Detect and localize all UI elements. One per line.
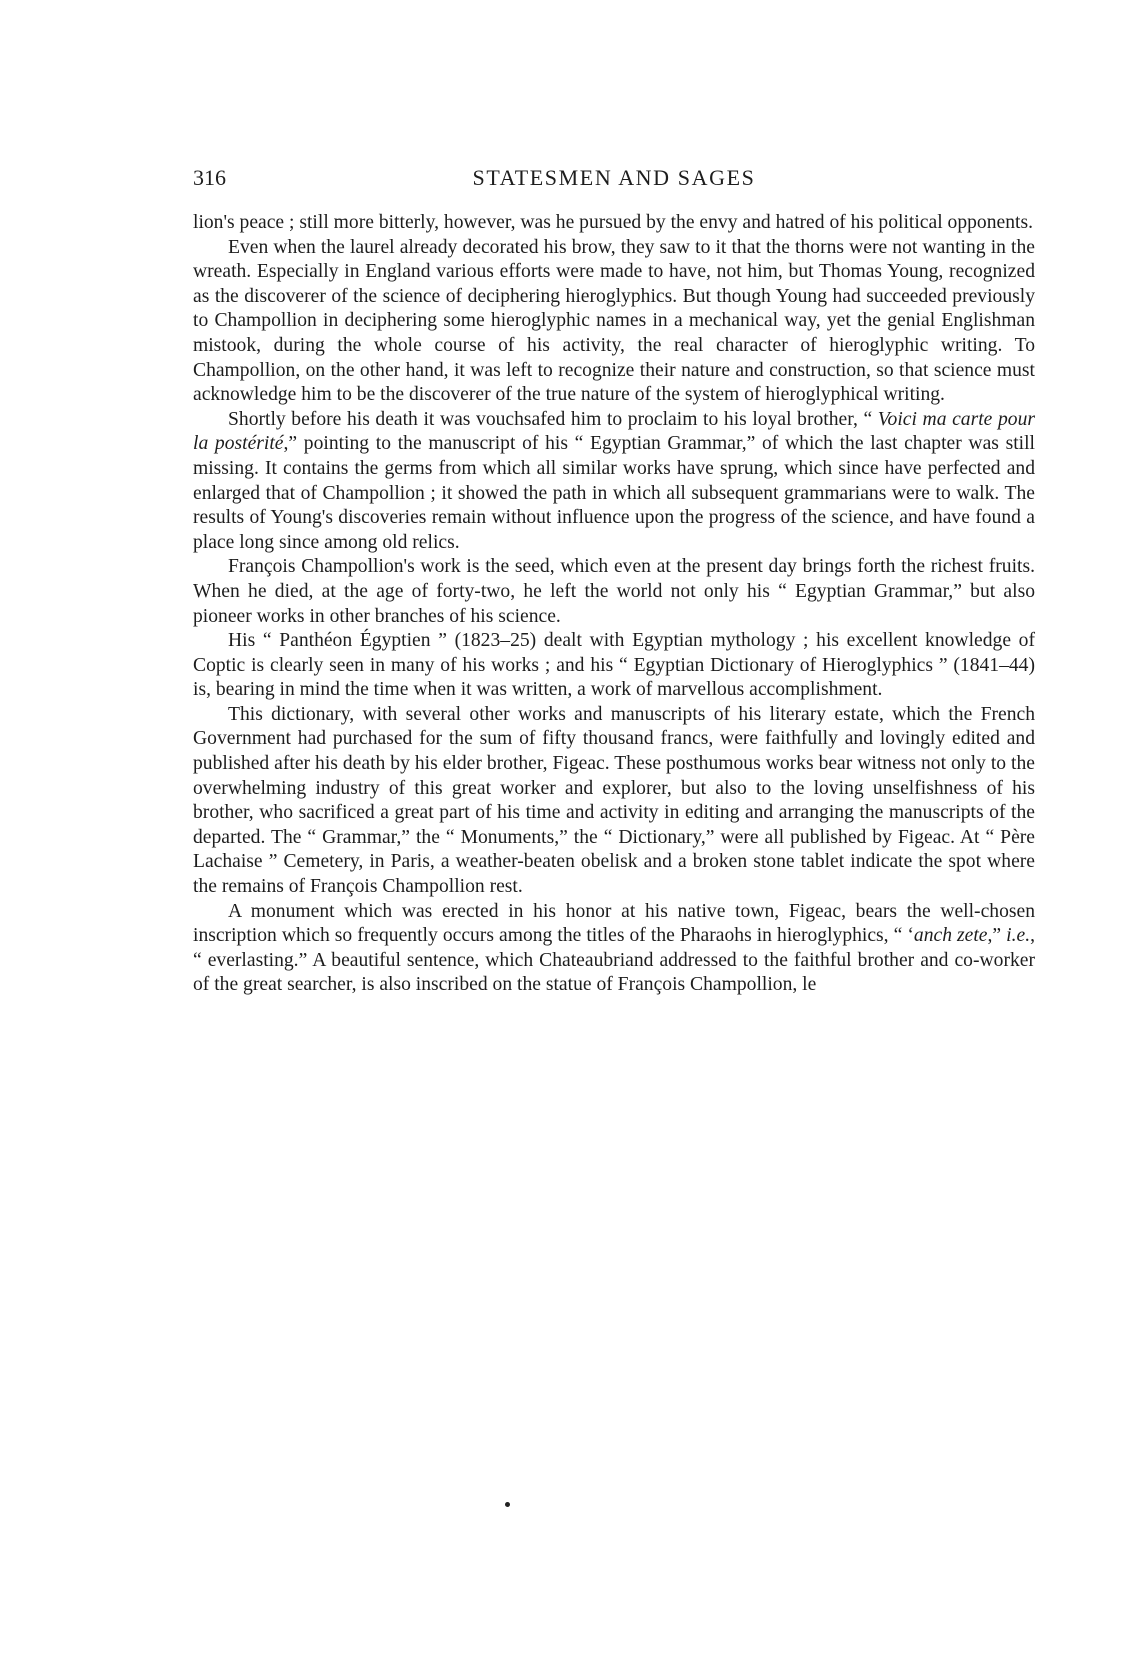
- paragraph: [193, 236, 1035, 408]
- page-number: 316: [193, 165, 226, 190]
- text-run: , “ everlasting.” A beautiful sentence, which Chateaubriand addressed to the faithful brother and co-worker of the great searcher, is also inscribed on the statue of François Champollion, le: [193, 925, 1036, 996]
- running-head: STATESMEN AND SAGES: [472, 165, 756, 190]
- paragraph: [193, 629, 1035, 703]
- italic-text: Voici ma carte pour la postérité: [193, 408, 1035, 455]
- text-run: ,” pointing to the manuscript of his “ Egyptian Grammar,” of which the last chapter was still missing. It contains the germs from which all similar works have sprung, which since have perfected and enlarged that of Champollion ; it showed the path in which all subsequent grammarians were to walk. The results of Young's discoveries remain without influence upon the progress of the science, and have found a place long since among old relics.: [193, 433, 1035, 553]
- text-run: François Champollion's work is the seed, which even at the present day brings forth the richest fruits. When he died, at the age of forty-two, he left the world not only his “ Egyptian Grammar,” but also pioneer works in other branches of his science.: [193, 556, 1035, 627]
- paragraph: [193, 211, 1035, 236]
- text-run: Shortly before his death it was vouchsafed him to proclaim to his loyal brother, “: [228, 408, 878, 430]
- body-text: [193, 211, 1035, 998]
- text-run: A monument which was erected in his honor at his native town, Figeac, bears the well-chosen inscription which so frequently occurs among the titles of the Pharaohs in hieroglyphics, “ ‘: [193, 900, 1035, 947]
- paragraph: [193, 408, 1035, 556]
- text-run: ,”: [987, 925, 1007, 947]
- text-run: His “ Panthéon Égyptien ” (1823–25) dealt with Egyptian mythology ; his excellent knowledge of Coptic is clearly seen in many of his works ; and his “ Egyptian Dictionary of Hieroglyphics ” (1841–44) is, bearing in mind the time when it was written, a work of marvellous accomplishment.: [193, 630, 1035, 701]
- paragraph: [193, 900, 1035, 998]
- footer-dot: [505, 1502, 510, 1507]
- paragraph: [193, 703, 1035, 900]
- italic-text: anch zete: [913, 925, 988, 947]
- page-header: [193, 165, 1035, 195]
- paragraph: [193, 555, 1035, 629]
- text-run: Even when the laurel already decorated his brow, they saw to it that the thorns were not wanting in the wreath. Especially in England various efforts were made to have, not him, but Thomas Young, recognized as the discoverer of the science of deciphering hieroglyphics. But though Young had succeeded previously to Champollion in deciphering some hieroglyphic names in a mechanical way, yet the genial Englishman mistook, during the whole course of his activity, the real character of hieroglyphic writing. To Champollion, on the other hand, it was left to recognize their nature and construction, so that science must acknowledge him to be the discoverer of the true nature of the system of hieroglyphical writing.: [193, 236, 1035, 406]
- text-run: This dictionary, with several other works and manuscripts of his literary estate, which the French Government had purchased for the sum of fifty thousand francs, were faithfully and lovingly edited and published after his death by his elder brother, Figeac. These posthumous works bear witness not only to the overwhelming industry of this great worker and explorer, but also to the loving unselfishness of his brother, who sacrificed a great part of his time and activity in editing and arranging the manuscripts of the departed. The “ Grammar,” the “ Monuments,” the “ Dictionary,” were all published by Figeac. At “ Père Lachaise ” Cemetery, in Paris, a weather-beaten obelisk and a broken stone tablet indicate the spot where the remains of François Champollion rest.: [193, 703, 1035, 898]
- italic-text: i.e.: [1006, 925, 1031, 947]
- text-run: lion's peace ; still more bitterly, however, was he pursued by the envy and hatred of his political opponents.: [193, 212, 1033, 233]
